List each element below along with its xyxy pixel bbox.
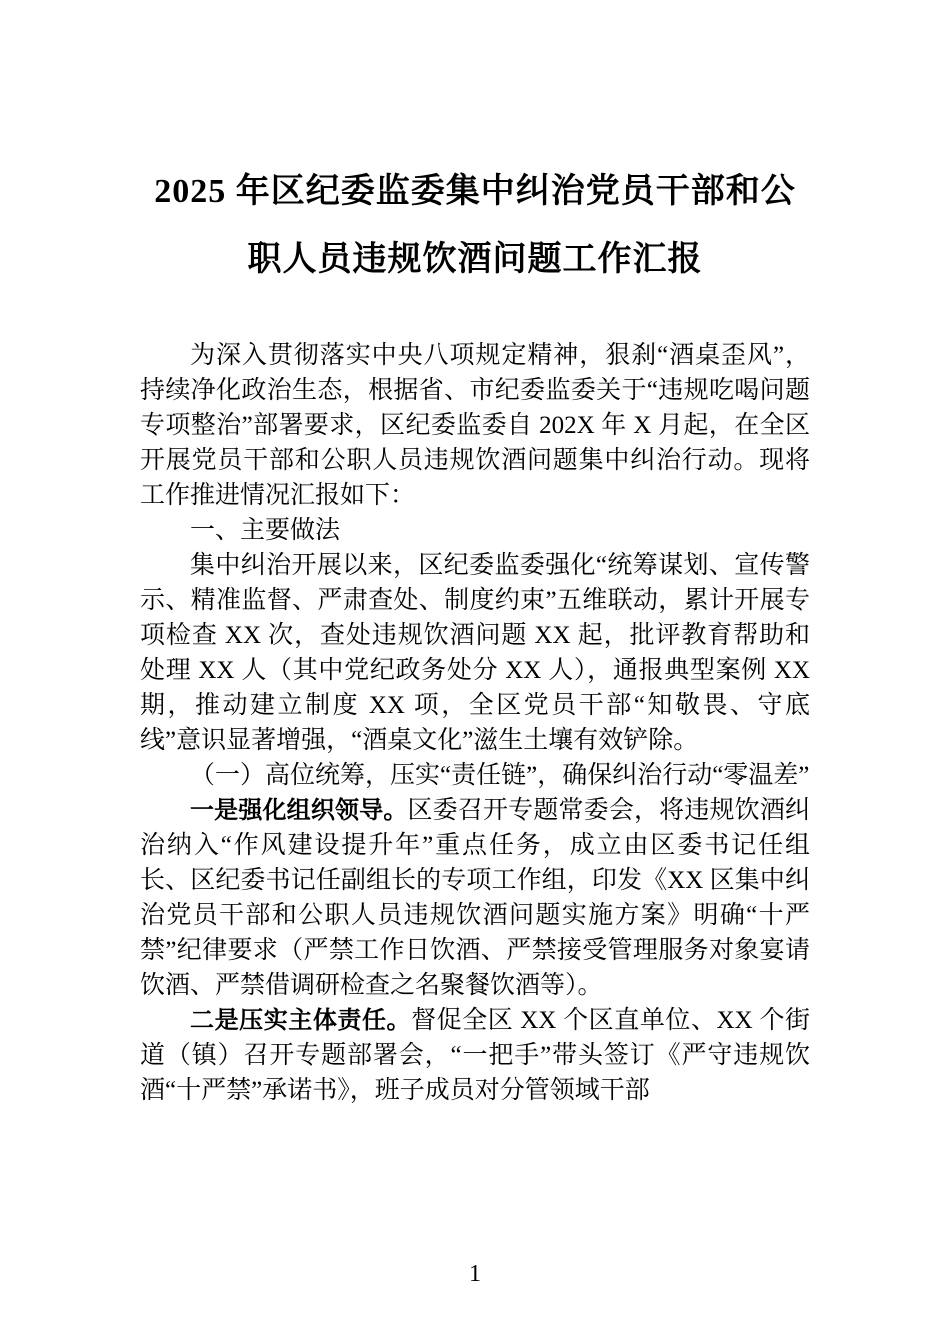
title-line-1: 2025 年区纪委监委集中纠治党员干部和公 (154, 173, 796, 210)
paragraph: 为深入贯彻落实中央八项规定精神，狠刹“酒桌歪风”，持续净化政治生态，根据省、市纪委监委关于“违规吃喝问题专项整治”部署要求，区纪委监委自 202X 年 X 月起，在全区开展党员干部和公职人员违规饮酒问题集中纠治行动。现将工作推进情况汇报如下： (140, 342, 810, 509)
document-title (140, 158, 810, 294)
paragraph-bold-lead: 二是压实主体责任。 (190, 1007, 412, 1034)
page-number: 1 (469, 1261, 481, 1287)
paragraph: 集中纠治开展以来，区纪委监委强化“统筹谋划、宣传警示、精准监督、严肃查处、制度约束”五维联动，累计开展专项检查 XX 次，查处违规饮酒问题 XX 起，批评教育帮助和处理 XX 人（其中党纪政务处分 XX 人），通报典型案例 XX 期，推动建立制度 XX 项，全区党员干部“知敬畏、守底线”意识显著增强，“酒桌文化”滋生土壤有效铲除。 (140, 552, 810, 754)
paragraph-bold-lead: 一是强化组织领导。 (190, 797, 408, 824)
paragraph: 一、主要做法 (190, 517, 341, 544)
paragraph: 一是强化组织领导。区委召开专题常委会，将违规饮酒纠治纳入“作风建设提升年”重点任务，成立由区委书记任组长、区纪委书记任副组长的专项工作组，印发《XX 区集中纠治党员干部和公职人员违规饮酒问题实施方案》明确“十严禁”纪律要求（严禁工作日饮酒、严禁接受管理服务对象宴请饮酒、严禁借调研检查之名聚餐饮酒等）。 (140, 797, 810, 999)
paragraph: 二是压实主体责任。督促全区 XX 个区直单位、XX 个街道（镇）召开专题部署会，“一把手”带头签订《严守违规饮酒“十严禁”承诺书》，班子成员对分管领域干部 (140, 1007, 811, 1104)
title-line-2: 职人员违规饮酒问题工作汇报 (247, 241, 703, 278)
document-body (140, 338, 810, 1108)
paragraph: （一）高位统筹，压实“责任链”，确保纠治行动“零温差” (190, 762, 810, 789)
